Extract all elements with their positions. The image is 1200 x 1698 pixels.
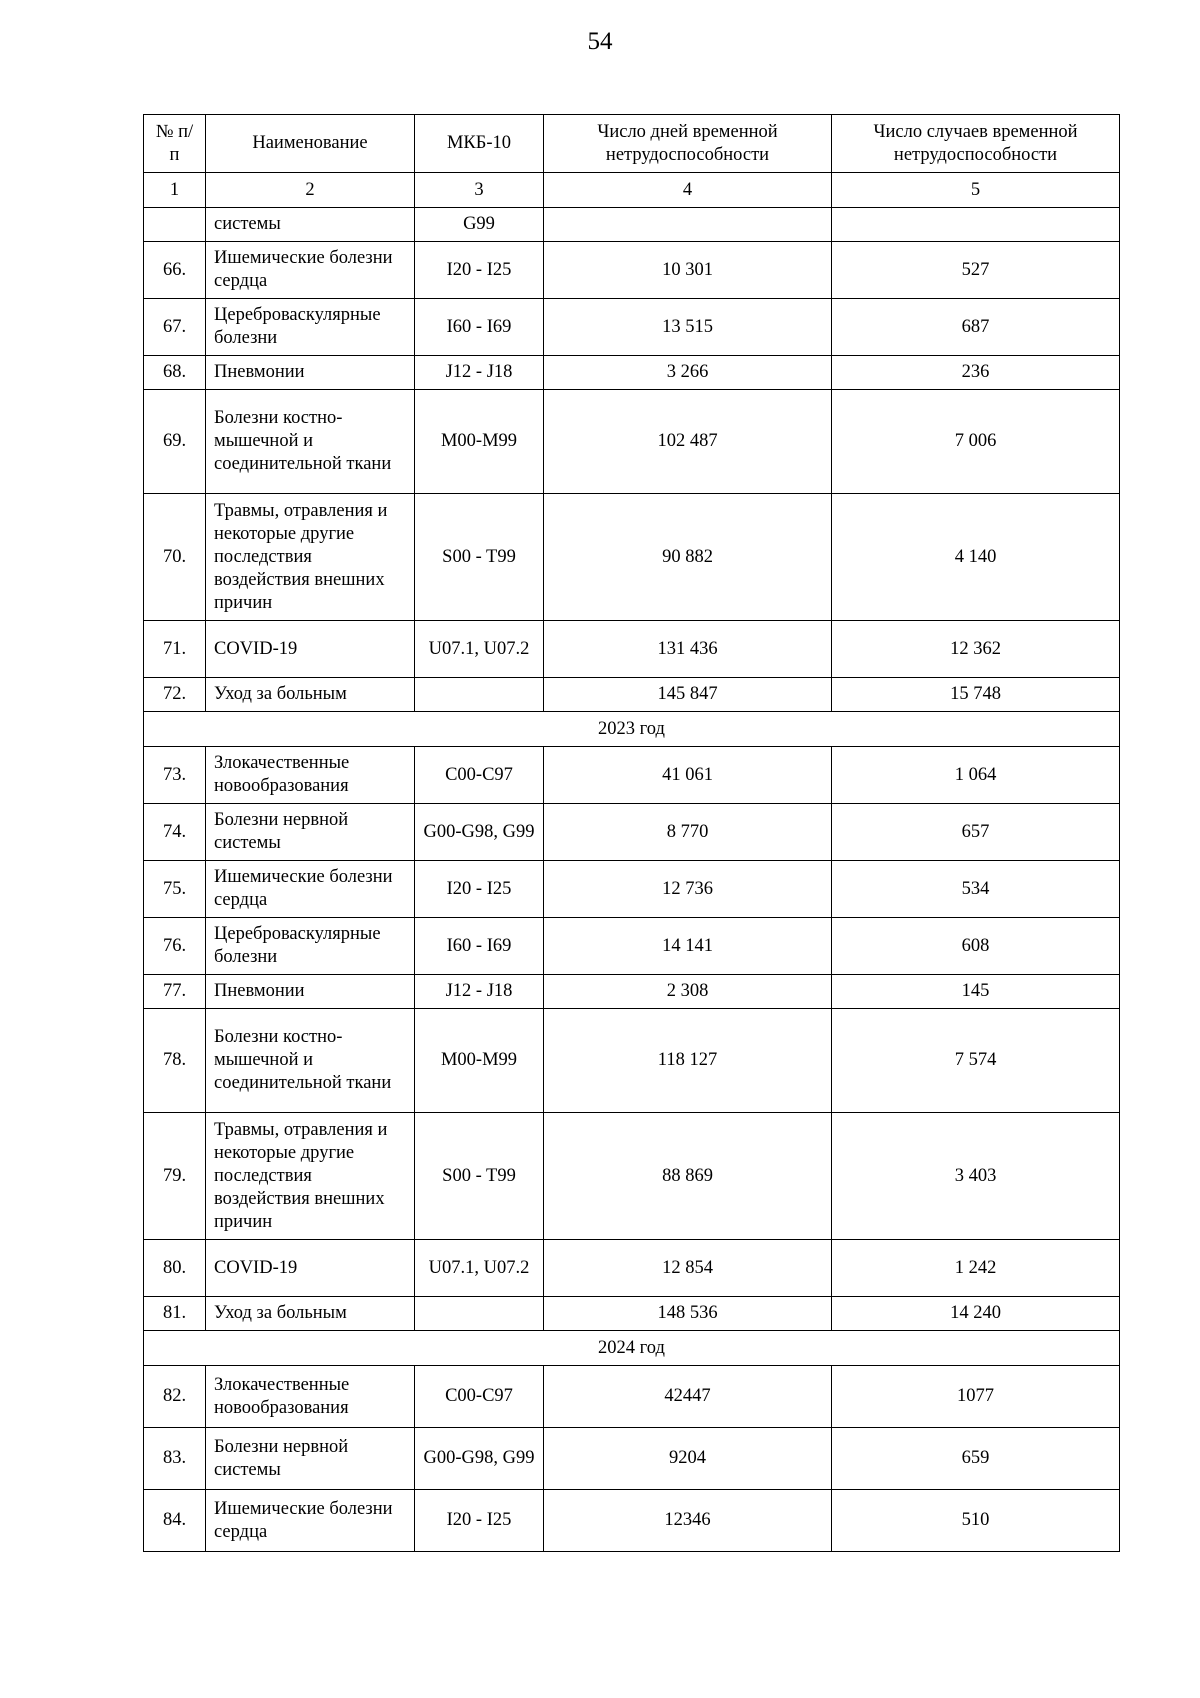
days-count: 131 436	[544, 621, 832, 678]
icd-code: S00 - T99	[415, 1113, 544, 1240]
column-number: 1	[144, 173, 206, 208]
table-row	[144, 208, 1120, 242]
column-number: 5	[832, 173, 1120, 208]
row-number: 67.	[144, 299, 206, 356]
table-row	[144, 1428, 1120, 1490]
icd-code: G00-G98, G99	[415, 1428, 544, 1490]
cases-count: 4 140	[832, 494, 1120, 621]
disease-name: Пневмонии	[206, 975, 415, 1009]
icd-code: M00-M99	[415, 390, 544, 494]
row-number: 77.	[144, 975, 206, 1009]
disease-name: Злокачественные новообразования	[206, 747, 415, 804]
icd-code	[415, 678, 544, 712]
disease-name: Болезни костно-мышечной и соединительной ткани	[206, 390, 415, 494]
cases-count: 659	[832, 1428, 1120, 1490]
row-number: 79.	[144, 1113, 206, 1240]
row-number: 73.	[144, 747, 206, 804]
days-count: 145 847	[544, 678, 832, 712]
icd-code: I20 - I25	[415, 1490, 544, 1552]
days-count: 148 536	[544, 1297, 832, 1331]
days-count: 12 736	[544, 861, 832, 918]
table-body	[144, 115, 1120, 1552]
icd-code: I60 - I69	[415, 299, 544, 356]
icd-code: J12 - J18	[415, 975, 544, 1009]
row-number: 70.	[144, 494, 206, 621]
icd-code: J12 - J18	[415, 356, 544, 390]
icd-code: G99	[415, 208, 544, 242]
disease-name: Цереброваскулярные болезни	[206, 299, 415, 356]
row-number: 66.	[144, 242, 206, 299]
days-count: 90 882	[544, 494, 832, 621]
cases-count: 145	[832, 975, 1120, 1009]
table-row	[144, 299, 1120, 356]
icd-code: U07.1, U07.2	[415, 1240, 544, 1297]
cases-count	[832, 208, 1120, 242]
icd-code: I20 - I25	[415, 242, 544, 299]
table-row	[144, 390, 1120, 494]
days-count: 2 308	[544, 975, 832, 1009]
disease-name: Ишемические болезни сердца	[206, 861, 415, 918]
days-count: 3 266	[544, 356, 832, 390]
cases-count: 510	[832, 1490, 1120, 1552]
header-days: Число дней временной нетрудоспособности	[544, 115, 832, 173]
table-row	[144, 747, 1120, 804]
disease-name: Уход за больным	[206, 678, 415, 712]
disease-name: Травмы, отравления и некоторые другие последствия воздействия внешних причин	[206, 1113, 415, 1240]
table-row	[144, 1366, 1120, 1428]
table-row	[144, 861, 1120, 918]
table-row	[144, 1009, 1120, 1113]
table-row	[144, 1490, 1120, 1552]
days-count: 88 869	[544, 1113, 832, 1240]
disease-name: Ишемические болезни сердца	[206, 242, 415, 299]
days-count: 8 770	[544, 804, 832, 861]
cases-count: 12 362	[832, 621, 1120, 678]
row-number: 78.	[144, 1009, 206, 1113]
disease-name: Ишемические болезни сердца	[206, 1490, 415, 1552]
row-number: 82.	[144, 1366, 206, 1428]
column-number: 3	[415, 173, 544, 208]
table-row	[144, 975, 1120, 1009]
header-icd: МКБ-10	[415, 115, 544, 173]
header-cases: Число случаев временной нетрудоспособности	[832, 115, 1120, 173]
icd-code: C00-C97	[415, 1366, 544, 1428]
year-section-row	[144, 1331, 1120, 1366]
days-count: 14 141	[544, 918, 832, 975]
column-number-row	[144, 173, 1120, 208]
cases-count: 608	[832, 918, 1120, 975]
days-count: 13 515	[544, 299, 832, 356]
days-count: 42447	[544, 1366, 832, 1428]
row-number: 80.	[144, 1240, 206, 1297]
icd-code: I20 - I25	[415, 861, 544, 918]
row-number: 72.	[144, 678, 206, 712]
table-row	[144, 1297, 1120, 1331]
row-number: 68.	[144, 356, 206, 390]
cases-count: 7 574	[832, 1009, 1120, 1113]
days-count: 102 487	[544, 390, 832, 494]
disease-name: Уход за больным	[206, 1297, 415, 1331]
days-count: 41 061	[544, 747, 832, 804]
disease-name: Болезни костно-мышечной и соединительной ткани	[206, 1009, 415, 1113]
table-row	[144, 918, 1120, 975]
icd-code: I60 - I69	[415, 918, 544, 975]
icd-code: C00-C97	[415, 747, 544, 804]
icd-code: G00-G98, G99	[415, 804, 544, 861]
table-row	[144, 804, 1120, 861]
table-row	[144, 356, 1120, 390]
cases-count: 7 006	[832, 390, 1120, 494]
table-row	[144, 678, 1120, 712]
cases-count: 3 403	[832, 1113, 1120, 1240]
page-number: 54	[587, 28, 613, 55]
year-section-label: 2023 год	[144, 712, 1120, 747]
cases-count: 527	[832, 242, 1120, 299]
header-row	[144, 115, 1120, 173]
days-count: 9204	[544, 1428, 832, 1490]
table-row	[144, 242, 1120, 299]
disease-name: Болезни нервной системы	[206, 1428, 415, 1490]
disease-name: Пневмонии	[206, 356, 415, 390]
cases-count: 15 748	[832, 678, 1120, 712]
icd-code: U07.1, U07.2	[415, 621, 544, 678]
table-row	[144, 494, 1120, 621]
days-count: 12 854	[544, 1240, 832, 1297]
row-number: 81.	[144, 1297, 206, 1331]
icd-code: M00-M99	[415, 1009, 544, 1113]
row-number: 75.	[144, 861, 206, 918]
row-number: 71.	[144, 621, 206, 678]
days-count: 118 127	[544, 1009, 832, 1113]
cases-count: 534	[832, 861, 1120, 918]
sick-leave-table	[143, 114, 1120, 1552]
table-row	[144, 621, 1120, 678]
days-count: 10 301	[544, 242, 832, 299]
table-row	[144, 1240, 1120, 1297]
cases-count: 1 064	[832, 747, 1120, 804]
row-number: 84.	[144, 1490, 206, 1552]
year-section-row	[144, 712, 1120, 747]
disease-name: Злокачественные новообразования	[206, 1366, 415, 1428]
disease-name: Цереброваскулярные болезни	[206, 918, 415, 975]
header-num: № п/п	[144, 115, 206, 173]
days-count: 12346	[544, 1490, 832, 1552]
table-row	[144, 1113, 1120, 1240]
disease-name: COVID-19	[206, 1240, 415, 1297]
cases-count: 1 242	[832, 1240, 1120, 1297]
year-section-label: 2024 год	[144, 1331, 1120, 1366]
disease-name: системы	[206, 208, 415, 242]
disease-name: Болезни нервной системы	[206, 804, 415, 861]
cases-count: 657	[832, 804, 1120, 861]
disease-name: Травмы, отравления и некоторые другие последствия воздействия внешних причин	[206, 494, 415, 621]
cases-count: 236	[832, 356, 1120, 390]
icd-code	[415, 1297, 544, 1331]
cases-count: 14 240	[832, 1297, 1120, 1331]
row-number: 69.	[144, 390, 206, 494]
cases-count: 1077	[832, 1366, 1120, 1428]
cases-count: 687	[832, 299, 1120, 356]
icd-code: S00 - T99	[415, 494, 544, 621]
row-number: 83.	[144, 1428, 206, 1490]
days-count	[544, 208, 832, 242]
column-number: 4	[544, 173, 832, 208]
row-number	[144, 208, 206, 242]
disease-name: COVID-19	[206, 621, 415, 678]
row-number: 74.	[144, 804, 206, 861]
column-number: 2	[206, 173, 415, 208]
row-number: 76.	[144, 918, 206, 975]
header-name: Наименование	[206, 115, 415, 173]
